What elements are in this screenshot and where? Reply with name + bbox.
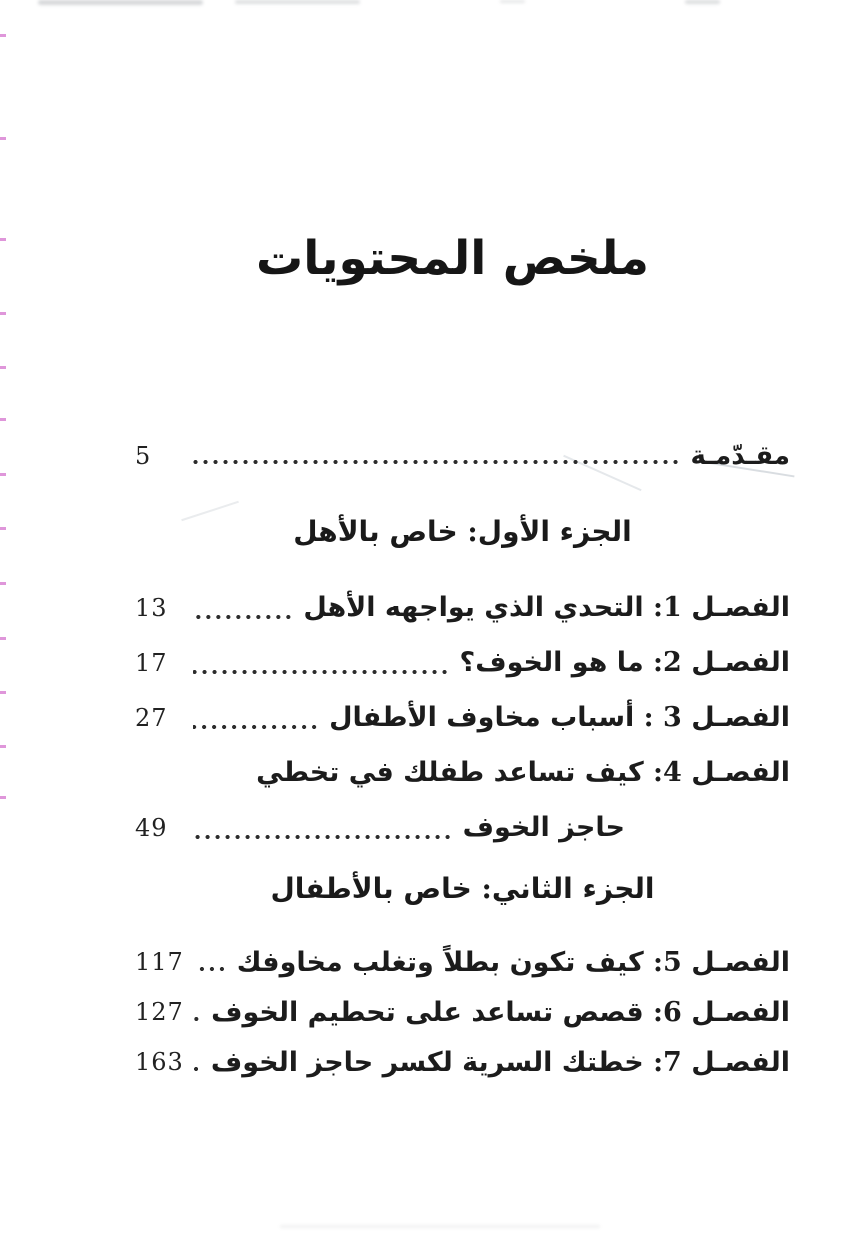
- toc-page-number: 17: [135, 648, 168, 677]
- dot-leader: [194, 987, 201, 1037]
- toc-entry: [135, 745, 790, 800]
- toc-entry-label: الفصـل 3 : أسباب مخاوف الأطفال: [329, 702, 790, 733]
- dot-leader: [193, 690, 319, 745]
- toc-page-number: 5: [135, 442, 152, 470]
- toc-page-number: 27: [135, 703, 168, 732]
- dot-leader: [194, 1037, 201, 1087]
- scan-smudge: [280, 1225, 600, 1228]
- dot-leader: [193, 635, 450, 690]
- toc-page-number: 163: [135, 1048, 184, 1076]
- toc-entry: [135, 635, 790, 690]
- toc-entry: [135, 580, 790, 635]
- dot-leader: [193, 432, 681, 480]
- toc-entry-label: الفصـل 4: كيف تساعد طفلك في تخطي: [256, 757, 790, 788]
- toc-entry: [135, 432, 790, 480]
- toc-entry-label: الفصـل 7: خطتك السرية لكسر حاجز الخوف: [210, 1046, 790, 1078]
- section-heading: الجزء الثاني: خاص بالأطفال: [270, 872, 655, 905]
- page-title: ملخص المحتويات: [256, 231, 649, 286]
- toc-entry: [135, 937, 790, 987]
- toc-page-number: 49: [135, 813, 168, 842]
- section-heading: الجزء الأول: خاص بالأهل: [293, 515, 632, 548]
- scanner-edge-tick: [0, 34, 6, 37]
- toc-entry-label: حاجز الخوف: [462, 812, 625, 843]
- toc-page-number: 13: [135, 593, 168, 622]
- toc-entry-label: الفصـل 6: قصص تساعد على تحطيم الخوف: [211, 996, 790, 1028]
- dot-leader: [193, 800, 453, 855]
- toc-entry-label: مقـدّمـة: [690, 441, 790, 471]
- dot-leader: [193, 580, 293, 635]
- toc-entry-label: الفصـل 5: كيف تكون بطلاً وتغلب مخاوفك: [236, 946, 790, 978]
- toc-entry: [135, 1037, 790, 1087]
- scan-smudge: [38, 0, 203, 5]
- toc-rows: [135, 432, 790, 1087]
- toc-entry: [135, 800, 625, 855]
- toc-page-number: 117: [135, 948, 184, 976]
- scan-smudge: [500, 0, 525, 3]
- scanner-edge-tick: [0, 137, 6, 140]
- toc-page-number: 127: [135, 998, 184, 1026]
- toc-entry-label: الفصـل 2: ما هو الخوف؟: [459, 647, 790, 678]
- scan-smudge: [235, 0, 360, 4]
- toc-entry-label: الفصـل 1: التحدي الذي يواجهه الأهل: [303, 592, 790, 623]
- toc-entry: [135, 987, 790, 1037]
- table-of-contents: [0, 226, 845, 1087]
- scan-smudge: [685, 0, 720, 4]
- dot-leader: [194, 937, 227, 987]
- toc-entry: [135, 690, 790, 745]
